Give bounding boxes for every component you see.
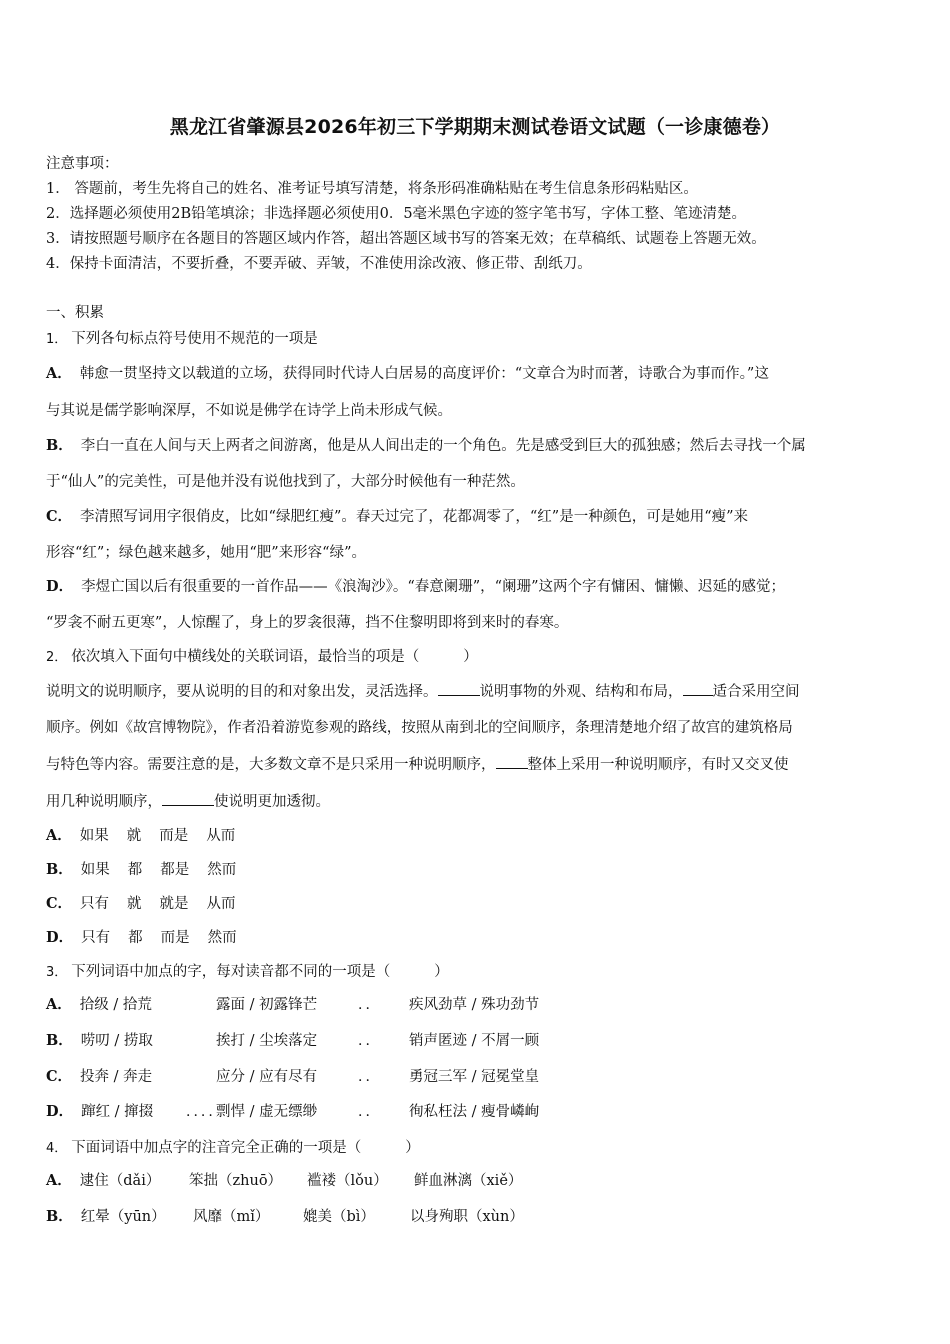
q4-option-b-word2: 风靡（mǐ） [193,1209,270,1225]
q3-option-b-pair3: 销声匿迹 / 不屑一顾 [409,1033,540,1049]
q3-option-a-pair3: 疾风劲草 / 殊功劲节 [409,997,540,1013]
fill-blank [438,681,480,696]
q3-option-d-pair3: 徇私枉法 / 瘦骨嶙峋 [409,1104,540,1120]
option-letter: C． [46,508,73,525]
option-text: 李清照写词用字很俏皮，比如“绿肥红瘦”。春天过完了，花都凋零了，“红”是一种颜色，可是她用“瘦”来 [80,509,749,525]
question-number: 1． [46,332,68,347]
paren-close: ） [434,964,449,980]
question-number: 2． [46,650,68,665]
q1-option-d-cont: “罗衾不耐五更寒”，人惊醒了，身上的罗衾很薄，挡不住黎明即将到来时的春寒。 [46,615,569,631]
question-number: 3． [46,965,68,980]
q3-option-b[interactable]: B． 唠叨 / 捞取 [46,1032,153,1049]
option-text: 李煜亡国以后有很重要的一首作品——《浪淘沙》。“春意阑珊”，“阑珊”这两个字有慵困、慵懒、迟延的感觉； [81,579,785,595]
q2-option-d[interactable]: D． 只有 都 而是 然而 [46,929,237,946]
q1-option-a[interactable] [46,362,769,383]
emphasis-dots: ···· [186,1108,216,1124]
q1-option-b-cont: 于“仙人”的完美性，可是他并没有说他找到了，大部分时候他有一种茫然。 [46,474,525,490]
question-number: 4． [46,1141,68,1156]
q3-option-d[interactable]: D． 蹿红 / 撺掇 [46,1103,154,1120]
emphasis-dots: ·· [358,1037,373,1053]
question-4-stem [46,1136,420,1157]
q2-passage-line: 说明文的说明顺序，要从说明的目的和对象出发，灵活选择。 说明事物的外观、结构和布局， 适合采用空间 [46,680,800,701]
question-text: 下列词语中加点的字，每对读音都不同的一项是（ [71,964,391,980]
option-text: 李白一直在人间与天上两者之间游离，他是从人间出走的一个角色。先是感受到巨大的孤独感；然后去寻找一个属 [80,438,806,454]
emphasis-dots: ·· [358,1001,373,1017]
q3-option-a[interactable]: A． 拾级 / 拾荒 [46,996,152,1013]
emphasis-dots: ·· [358,1073,373,1089]
q3-option-c-pair2: 应分 / 应有尽有 [216,1069,318,1085]
notice-heading: 注意事项： [46,156,119,172]
q2-passage-line: 与特色等内容。需要注意的是，大多数文章不是只采用一种说明顺序， 整体上采用一种说明顺序，有时又交叉使 [46,753,789,774]
question-text: 下面词语中加点字的注音完全正确的一项是（ [71,1140,362,1156]
q3-option-c[interactable]: C． 投奔 / 奔走 [46,1068,153,1085]
q2-option-c[interactable]: C． 只有 就 就是 从而 [46,895,236,912]
q3-option-d-pair2: 剽悍 / 虚无缥缈 [216,1104,318,1120]
question-text: 依次填入下面句中横线处的关联词语，最恰当的项是（ [71,649,420,665]
q4-option-b-word3: 媲美（bì） [303,1209,375,1225]
q4-option-b[interactable]: B． 红晕（yūn） [46,1208,166,1225]
q1-option-c[interactable] [46,505,748,526]
option-text: 韩愈一贯坚持文以载道的立场，获得同时代诗人白居易的高度评价：“文章合为时而著，诗歌合为事而作。”这 [79,366,769,382]
q4-option-a[interactable]: A． 逮住（dǎi） [46,1172,161,1189]
option-letter: B． [46,437,73,454]
question-2-stem [46,645,478,666]
option-letter: A． [46,365,72,382]
paren-close: ） [405,1140,420,1156]
exam-title: 黑龙江省肇源县2026年初三下学期期末测试卷语文试题（一诊康德卷） [169,116,781,138]
q3-option-a-pair2: 露面 / 初露锋芒 [216,997,318,1013]
option-letter: D． [46,578,74,595]
q1-option-d[interactable] [46,575,785,596]
q2-passage-line: 顺序。例如《故宫博物院》，作者沿着游览参观的路线，按照从南到北的空间顺序，条理清楚地介绍了故宫的建筑格局 [46,720,793,736]
q2-option-b[interactable]: B． 如果 都 都是 然而 [46,861,237,878]
q4-option-a-word4: 鲜血淋漓（xiě） [414,1173,523,1189]
question-1-stem [46,327,318,348]
q1-option-c-cont: 形容“红”；绿色越来越多，她用“肥”来形容“绿”。 [46,545,366,561]
question-3-stem [46,960,449,981]
question-text: 下列各句标点符号使用不规范的一项是 [71,331,318,347]
q3-option-c-pair3: 勇冠三军 / 冠冕堂皇 [409,1069,540,1085]
notice-item: 3．请按照题号顺序在各题目的答题区域内作答，超出答题区域书写的答案无效；在草稿纸、试题卷上答题无效。 [46,231,766,247]
fill-blank [496,754,528,769]
q4-option-b-word4: 以身殉职（xùn） [410,1209,524,1225]
q3-option-b-pair2: 挨打 / 尘埃落定 [216,1033,318,1049]
notice-item: 4．保持卡面清洁，不要折叠，不要弄破、弄皱，不准使用涂改液、修正带、刮纸刀。 [46,256,592,272]
q4-option-a-word2: 笨拙（zhuō） [189,1173,283,1189]
section-heading: 一、积累 [46,305,104,321]
notice-item: 1． 答题前，考生先将自己的姓名、准考证号填写清楚，将条形码准确粘贴在考生信息条形码粘贴区。 [46,181,698,197]
q2-passage-line: 用几种说明顺序， 使说明更加透彻。 [46,790,330,811]
notice-item: 2．选择题必须使用2B铅笔填涂；非选择题必须使用0．5毫米黑色字迹的签字笔书写，字体工整、笔迹清楚。 [46,206,747,222]
paren-close: ） [463,649,478,665]
q1-option-b[interactable] [46,434,806,455]
emphasis-dots: ·· [358,1108,373,1124]
fill-blank [683,681,713,696]
q1-option-a-cont: 与其说是儒学影响深厚，不如说是佛学在诗学上尚未形成气候。 [46,403,452,419]
q2-option-a[interactable]: A． 如果 就 而是 从而 [46,827,236,844]
fill-blank [162,791,214,806]
q4-option-a-word3: 褴褛（lǒu） [307,1173,388,1189]
